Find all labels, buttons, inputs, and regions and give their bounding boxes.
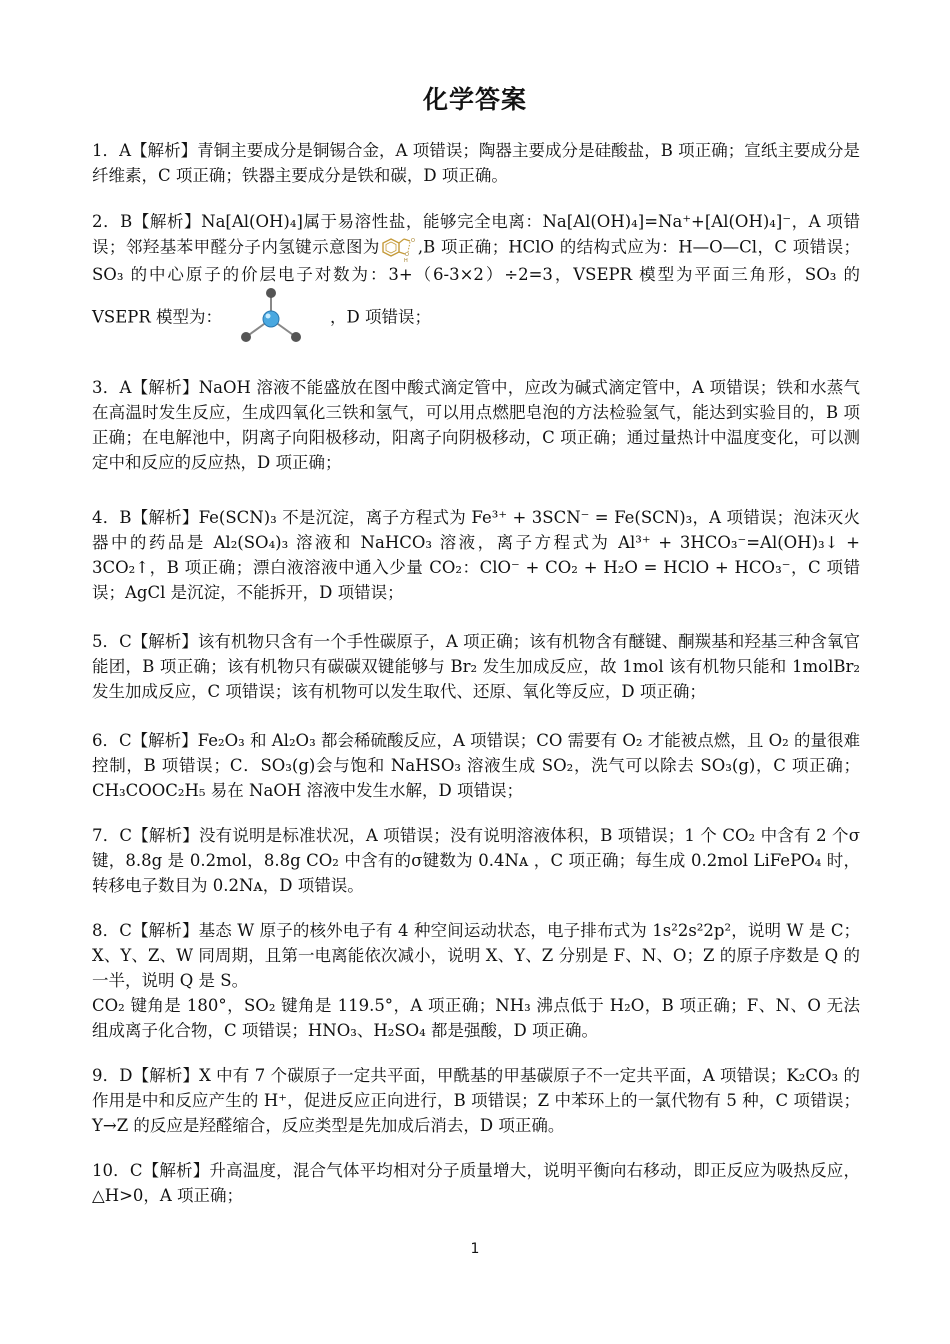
answer-item-4 (92, 505, 860, 605)
answer-item-1 (92, 138, 860, 188)
answer-item-9 (92, 1063, 860, 1138)
answer-item-7 (92, 823, 860, 898)
answer-text: 6．C【解析】Fe₂O₃ 和 Al₂O₃ 都会稀硫酸反应，A 项错误；CO 需要有 O₂ 才能被点燃，且 O₂ 的量很难控制，B 项错误；C．SO₃(g)会与饱和 NaHSO₃ 溶液生成 SO₂，洗气可以除去 SO₃(g)，C 项正确；CH₃COOC₂H₅ 易在 NaOH 溶液中发生水解，D 项错误； (92, 731, 860, 800)
hydrogen-bond-diagram-icon (382, 234, 416, 262)
answer-item-5 (92, 629, 860, 704)
answer-text: 10．C【解析】升高温度，混合气体平均相对分子质量增大，说明平衡向右移动，即正反应为吸热反应，△H>0，A 项正确； (92, 1161, 860, 1205)
answer-text: 3．A【解析】NaOH 溶液不能盛放在图中酸式滴定管中，应改为碱式滴定管中，A 项错误；铁和水蒸气在高温时发生反应，生成四氧化三铁和氢气，可以用点燃肥皂泡的方法检验氢气，能达到实验目的，B 项正确；在电解池中，阴离子向阳极移动，阳离子向阴极移动，C 项正确；通过量热计中温度变化，可以测定中和反应的反应热，D 项正确； (92, 378, 860, 472)
answer-item-3 (92, 375, 860, 475)
answer-text: 9．D【解析】X 中有 7 个碳原子一定共平面，甲酰基的甲基碳原子不一定共平面，A 项错误；K₂CO₃ 的作用是中和反应产生的 H⁺，促进反应正向进行，B 项错误；Z 中苯环上的一氯代物有 5 种，C 项错误；Y→Z 的反应是羟醛缩合，反应类型是先加成后消去，D 项正确。 (92, 1066, 860, 1135)
answer-item-8 (92, 918, 860, 1043)
answer-list (92, 138, 860, 1229)
answer-text-line2: CO₂ 键角是 180°，SO₂ 键角是 119.5°，A 项正确；NH₃ 沸点低于 H₂O，B 项正确；F、N、O 无法组成离子化合物，C 项错误；HNO₃、H₂SO₄ 都是强酸，D 项正确。 (92, 996, 860, 1040)
answer-text: 5．C【解析】该有机物只含有一个手性碳原子，A 项正确；该有机物含有醚键、酮羰基和羟基三种含氧官能团，B 项正确；该有机物只有碳碳双键能够与 Br₂ 发生加成反应，故 1mol 该有机物只能和 1molBr₂ 发生加成反应，C 项错误；该有机物可以发生取代、还原、氧化等反应，D 项正确； (92, 632, 860, 701)
answer-text-part: ，D 项错误； (330, 307, 432, 327)
vsepr-model-icon (236, 287, 306, 349)
answer-text: 1．A【解析】青铜主要成分是铜锡合金，A 项错误；陶器主要成分是硅酸盐，B 项正确；宣纸主要成分是纤维素，C 项正确；铁器主要成分是铁和碳，D 项正确。 (92, 141, 860, 185)
answer-item-2 (92, 209, 860, 349)
diagram-label: H (403, 258, 408, 262)
answer-text-part: 2．B【解析】Na[Al(OH)₄]属于易溶性盐，能够完全电离：Na[Al(OH)₄]=Na⁺+[Al(OH)₄]⁻，A 项错误；邻羟基苯甲醛分子内氢键示意图为 (92, 212, 860, 257)
page-title: 化学答案 (422, 85, 527, 114)
svg-text:O: O (404, 252, 409, 258)
svg-text:O: O (410, 238, 415, 244)
answer-item-10 (92, 1158, 860, 1208)
answer-text: 8．C【解析】基态 W 原子的核外电子有 4 种空间运动状态，电子排布式为 1s²2s²2p²，说明 W 是 C；X、Y、Z、W 同周期，且第一电离能依次减小，说明 X、Y、Z 分别是 F、N、O；Z 的原子序数是 Q 的一半，说明 Q 是 S。 (92, 921, 860, 990)
answer-text: 7．C【解析】没有说明是标准状况，A 项错误；没有说明溶液体积，B 项错误；1 个 CO₂ 中含有 2 个σ键，8.8g 是 0.2mol，8.8g CO₂ 中含有的σ键数为 0.4Nᴀ ，C 项正确；每生成 0.2mol LiFePO₄ 时，转移电子数目为 0.2Nᴀ，D 项错误。 (92, 826, 860, 895)
answer-item-6 (92, 728, 860, 803)
page-number: 1 (470, 1241, 480, 1257)
answer-text (92, 209, 860, 349)
answer-text: 4．B【解析】Fe(SCN)₃ 不是沉淀，离子方程式为 Fe³⁺ + 3SCN⁻ = Fe(SCN)₃，A 项错误；泡沫灭火器中的药品是 Al₂(SO₄)₃ 溶液和 NaHCO₃ 溶液，离子方程式为 Al³⁺ + 3HCO₃⁻=Al(OH)₃↓ + 3CO₂↑，B 项正确；漂白液溶液中通入少量 CO₂：ClO⁻ + CO₂ + H₂O = HClO + HCO₃⁻，C 项错误；AgCl 是沉淀，不能拆开，D 项错误； (92, 508, 860, 602)
answer-text-part: ,B 项正确；HClO 的结构式应为：H—O—Cl，C 项错误；SO₃ 的中心原子的价层电子对数为：3+（6-3×2）÷2=3，VSEPR 模型为平面三角形，SO₃ 的 VSEPR 模型为： (92, 237, 861, 327)
